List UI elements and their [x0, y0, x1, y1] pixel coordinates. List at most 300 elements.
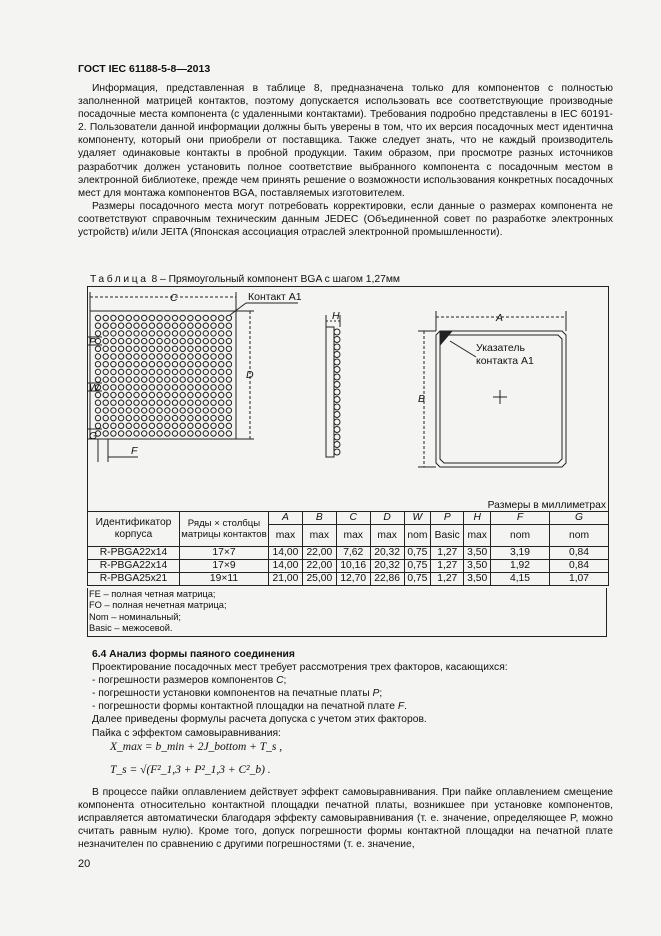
subheader-cell: Basic [431, 525, 464, 547]
paragraph-2: Размеры посадочного места могут потребовать корректировки, если данные о размерах компонента не соответствуют справочным техническим данным JEDEC (Объединенной совет по разработке электронных устройств) и/или JEITA (Японская ассоциация отраслей электронной промышленности). [78, 200, 613, 239]
table-cell: 0,75 [404, 547, 431, 560]
subheader-cell: nom [404, 525, 431, 547]
formula-xmax [110, 739, 282, 754]
solder-ball [195, 315, 200, 320]
solder-ball [172, 431, 177, 436]
solder-ball [172, 354, 177, 359]
solder-ball [172, 315, 177, 320]
solder-ball [134, 392, 139, 397]
solder-ball [157, 415, 162, 420]
solder-ball [172, 392, 177, 397]
header-id: Идентификатор корпуса [88, 512, 180, 547]
solder-ball [188, 346, 193, 351]
solder-ball [172, 415, 177, 420]
solder-ball [188, 369, 193, 374]
subheader-cell: max [464, 525, 491, 547]
solder-ball [211, 400, 216, 405]
solder-ball [157, 331, 162, 336]
side-ball-row [334, 329, 340, 455]
side-ball [334, 419, 340, 425]
solder-ball [149, 415, 154, 420]
side-ball [334, 367, 340, 373]
solder-ball [219, 431, 224, 436]
solder-ball [211, 392, 216, 397]
solder-ball [149, 362, 154, 367]
solder-ball [172, 423, 177, 428]
solder-ball [142, 323, 147, 328]
solder-ball [111, 362, 116, 367]
solder-ball [126, 362, 131, 367]
solder-ball [211, 323, 216, 328]
dim-label-w: W [89, 382, 99, 394]
header-col: B [302, 512, 336, 525]
solder-ball [165, 385, 170, 390]
solder-ball [126, 338, 131, 343]
side-ball [334, 359, 340, 365]
solder-ball [118, 392, 123, 397]
solder-ball [111, 423, 116, 428]
solder-ball [180, 315, 185, 320]
solder-ball [118, 331, 123, 336]
table-cell: 10,16 [336, 560, 370, 573]
solder-ball [111, 377, 116, 382]
solder-ball [134, 415, 139, 420]
solder-ball [118, 408, 123, 413]
solder-ball [165, 354, 170, 359]
table-cell: 3,50 [464, 573, 491, 586]
final-paragraph: В процессе пайки оплавлением действует эффект самовыравнивания. При пайке оплавлением смещение компонента относительно контактной площадки печатной платы, возникшее при установке компонентов, исправляется автоматически благодаря эффекту самовыравнивания (т. е. значение, определяющее P, можно считать равным нулю). Кроме того, допуск погрешности формы контактной площадки на печатной плате незначителен по сравнению с другими погрешностями (т. е. значение, [78, 787, 613, 851]
solder-ball [195, 338, 200, 343]
header-col: D [370, 512, 404, 525]
side-ball [334, 404, 340, 410]
solder-ball [180, 392, 185, 397]
solder-ball [188, 315, 193, 320]
note-item: FE – полная четная матрица; [89, 589, 216, 599]
solder-ball [165, 346, 170, 351]
solder-ball [203, 323, 208, 328]
solder-ball [172, 362, 177, 367]
solder-ball [157, 400, 162, 405]
solder-ball [195, 415, 200, 420]
solder-ball [142, 362, 147, 367]
subheader-cell: max [269, 525, 303, 547]
solder-ball [95, 331, 100, 336]
side-ball [334, 352, 340, 358]
solder-ball [157, 377, 162, 382]
solder-ball [111, 385, 116, 390]
solder-ball [226, 408, 231, 413]
table-cell: 20,32 [370, 560, 404, 573]
solder-ball [126, 400, 131, 405]
solder-ball [226, 338, 231, 343]
solder-ball [103, 331, 108, 336]
table-row [88, 573, 609, 586]
solder-ball [180, 369, 185, 374]
solder-ball [95, 369, 100, 374]
solder-ball [103, 385, 108, 390]
solder-ball [203, 415, 208, 420]
solder-ball [203, 362, 208, 367]
solder-ball [149, 423, 154, 428]
table-notes [87, 588, 607, 637]
solder-ball [203, 385, 208, 390]
solder-ball [180, 400, 185, 405]
dimensions-table [87, 511, 609, 586]
solder-ball [165, 331, 170, 336]
solder-ball [195, 346, 200, 351]
solder-ball [195, 400, 200, 405]
solder-ball [95, 408, 100, 413]
solder-ball [211, 331, 216, 336]
paragraph-1: Информация, представленная в таблице 8, предназначена только для компонентов с полностью заполненной матрицей контактов, поэтому допускается использовать все соответствующие производные посадочные места компонента (с удаленными контактами). Требования подробно представлены в IEC 60191-2. Пользователи данной информации должны быть уверены в том, что их версия посадочных мест идентична компоненту, который они приобрели от поставщика. Также следует знать, что не каждый производитель удаляет одинаковые контакты в пробной продукции. Таким образом, при просмотре разных источников разработчик должен установить полное соответствие выбранного компонента с посадочным местом в электронной библиотеке, прежде чем принять решение о возможности использования конкретных посадочных мест для монтажа компонентов BGA, поставляемых изготовителем. [78, 83, 613, 199]
solder-ball [203, 400, 208, 405]
formula-text: T_s = √(F²_1,3 + P²_1,3 + C²_b) . [110, 764, 271, 776]
solder-ball [103, 369, 108, 374]
solder-ball [203, 354, 208, 359]
solder-ball [211, 423, 216, 428]
solder-ball [111, 369, 116, 374]
solder-ball [226, 369, 231, 374]
section-title: 6.4 Анализ формы паяного соединения [92, 649, 295, 660]
solder-ball [195, 369, 200, 374]
solder-ball [95, 415, 100, 420]
solder-ball [126, 415, 131, 420]
solder-ball [203, 369, 208, 374]
solder-ball [211, 431, 216, 436]
solder-ball [95, 362, 100, 367]
table-caption [90, 274, 400, 285]
header-col: C [336, 512, 370, 525]
solder-ball [219, 331, 224, 336]
side-ball [334, 442, 340, 448]
solder-ball [149, 346, 154, 351]
document-header: ГОСТ IEC 61188-5-8—2013 [78, 63, 211, 75]
solder-ball [188, 392, 193, 397]
solder-ball [142, 423, 147, 428]
solder-ball [126, 369, 131, 374]
solder-ball [188, 362, 193, 367]
solder-ball [111, 408, 116, 413]
solder-ball [226, 400, 231, 405]
table-cell: 3,19 [491, 547, 550, 560]
solder-ball [134, 377, 139, 382]
solder-ball [188, 331, 193, 336]
section-6-4 [92, 648, 612, 740]
header-col: G [550, 512, 609, 525]
solder-ball [126, 385, 131, 390]
dim-label-f: F [131, 445, 138, 457]
solder-ball [226, 431, 231, 436]
solder-ball [180, 323, 185, 328]
table-cell: 4,15 [491, 573, 550, 586]
table-cell: 21,00 [269, 573, 303, 586]
solder-ball [111, 431, 116, 436]
solder-ball [165, 362, 170, 367]
solder-ball [157, 392, 162, 397]
subheader-cell: nom [550, 525, 609, 547]
table-cell: 20,32 [370, 547, 404, 560]
solder-ball [142, 338, 147, 343]
solder-ball [118, 323, 123, 328]
table-cell: R-PBGA22x14 [88, 547, 180, 560]
solder-ball [157, 315, 162, 320]
solder-ball [126, 408, 131, 413]
note-item: FO – полная нечетная матрица; [89, 600, 227, 611]
section-line: - погрешности установки компонентов на печатные платы P; [92, 688, 383, 700]
table-cell: 7,62 [336, 547, 370, 560]
solder-ball [211, 315, 216, 320]
solder-ball [149, 354, 154, 359]
header-col: A [269, 512, 303, 525]
side-body [326, 327, 334, 457]
solder-ball [111, 392, 116, 397]
dim-label-d: D [246, 369, 254, 381]
solder-ball [219, 315, 224, 320]
side-ball [334, 397, 340, 403]
solder-ball [226, 385, 231, 390]
solder-ball [157, 362, 162, 367]
solder-ball [118, 400, 123, 405]
solder-ball [165, 423, 170, 428]
solder-ball [188, 400, 193, 405]
solder-ball [142, 331, 147, 336]
solder-ball [195, 423, 200, 428]
table-cell: 12,70 [336, 573, 370, 586]
solder-ball [157, 338, 162, 343]
solder-ball [111, 338, 116, 343]
table-cell: 1,07 [550, 573, 609, 586]
solder-ball [126, 331, 131, 336]
solder-ball [126, 315, 131, 320]
solder-ball [180, 408, 185, 413]
solder-ball [226, 315, 231, 320]
solder-ball [142, 346, 147, 351]
pointer-label-2: контакта A1 [476, 355, 534, 367]
solder-ball [157, 423, 162, 428]
table-cell: 14,00 [269, 547, 303, 560]
solder-ball [126, 392, 131, 397]
dim-label-c: C [170, 292, 178, 304]
table-cell: 14,00 [269, 560, 303, 573]
solder-ball [111, 331, 116, 336]
note-item: Basic – межосевой. [89, 622, 173, 633]
side-ball [334, 337, 340, 343]
solder-ball [142, 315, 147, 320]
section-line: Далее приведены формулы расчета допуска с учетом этих факторов. [92, 714, 427, 726]
solder-ball [172, 385, 177, 390]
solder-ball [219, 369, 224, 374]
solder-ball [226, 415, 231, 420]
solder-ball [149, 408, 154, 413]
solder-ball [188, 354, 193, 359]
table-cell: 25,00 [302, 573, 336, 586]
solder-ball [103, 315, 108, 320]
solder-ball [118, 354, 123, 359]
solder-ball [180, 362, 185, 367]
solder-ball [195, 431, 200, 436]
solder-ball [195, 392, 200, 397]
solder-ball [226, 362, 231, 367]
solder-ball [203, 346, 208, 351]
side-ball [334, 389, 340, 395]
table-cell: 0,75 [404, 573, 431, 586]
solder-ball [180, 338, 185, 343]
solder-ball [103, 362, 108, 367]
solder-ball [188, 415, 193, 420]
solder-ball [226, 354, 231, 359]
solder-ball [126, 377, 131, 382]
solder-ball [149, 323, 154, 328]
solder-ball [118, 377, 123, 382]
table-cell: 1,27 [431, 560, 464, 573]
solder-ball [149, 392, 154, 397]
solder-ball [118, 423, 123, 428]
solder-ball [103, 415, 108, 420]
solder-ball [149, 385, 154, 390]
solder-ball [195, 323, 200, 328]
solder-ball [103, 431, 108, 436]
solder-ball [188, 377, 193, 382]
solder-ball [211, 362, 216, 367]
solder-ball [126, 354, 131, 359]
solder-ball [219, 323, 224, 328]
solder-ball [149, 315, 154, 320]
solder-ball [226, 323, 231, 328]
solder-ball [180, 415, 185, 420]
solder-ball [180, 346, 185, 351]
solder-ball [203, 331, 208, 336]
solder-ball [157, 369, 162, 374]
solder-ball [95, 315, 100, 320]
formula-ts [110, 762, 271, 777]
table-cell: 19×11 [180, 573, 269, 586]
top-view [418, 311, 566, 467]
ball-grid [95, 315, 231, 436]
solder-ball [165, 392, 170, 397]
solder-ball [211, 354, 216, 359]
solder-ball [219, 408, 224, 413]
solder-ball [95, 400, 100, 405]
solder-ball [142, 354, 147, 359]
solder-ball [157, 354, 162, 359]
solder-ball [226, 377, 231, 382]
solder-ball [180, 331, 185, 336]
pin1-marker [440, 331, 452, 345]
solder-ball [118, 346, 123, 351]
solder-ball [111, 415, 116, 420]
solder-ball [103, 354, 108, 359]
solder-ball [134, 369, 139, 374]
solder-ball [165, 400, 170, 405]
solder-ball [195, 408, 200, 413]
caption-title: 8 – Прямоугольный компонент BGA с шагом 1,27мм [151, 274, 400, 285]
table-cell: 17×9 [180, 560, 269, 573]
pointer-label-1: Указатель [476, 342, 525, 354]
solder-ball [111, 315, 116, 320]
table-cell: 0,84 [550, 547, 609, 560]
solder-ball [195, 377, 200, 382]
solder-ball [103, 338, 108, 343]
solder-ball [111, 346, 116, 351]
solder-ball [203, 338, 208, 343]
solder-ball [219, 385, 224, 390]
solder-ball [172, 400, 177, 405]
subheader-cell: nom [491, 525, 550, 547]
solder-ball [149, 431, 154, 436]
solder-ball [180, 354, 185, 359]
solder-ball [111, 400, 116, 405]
solder-ball [226, 392, 231, 397]
solder-ball [142, 400, 147, 405]
solder-ball [118, 338, 123, 343]
solder-ball [203, 315, 208, 320]
solder-ball [172, 331, 177, 336]
final-paragraph-block [78, 786, 613, 851]
solder-ball [103, 408, 108, 413]
table-cell: 1,92 [491, 560, 550, 573]
solder-ball [172, 323, 177, 328]
solder-ball [142, 377, 147, 382]
page-number: 20 [78, 858, 91, 870]
solder-ball [203, 423, 208, 428]
solder-ball [126, 423, 131, 428]
solder-ball [149, 338, 154, 343]
table-cell: 17×7 [180, 547, 269, 560]
solder-ball [142, 385, 147, 390]
solder-ball [188, 423, 193, 428]
solder-ball [134, 362, 139, 367]
solder-ball [103, 346, 108, 351]
solder-ball [203, 408, 208, 413]
table-cell: 22,86 [370, 573, 404, 586]
solder-ball [188, 431, 193, 436]
dim-label-g: G [89, 430, 98, 442]
solder-ball [134, 400, 139, 405]
header-col: F [491, 512, 550, 525]
dim-label-p: P [89, 336, 97, 348]
solder-ball [203, 377, 208, 382]
solder-ball [126, 431, 131, 436]
solder-ball [157, 385, 162, 390]
solder-ball [211, 346, 216, 351]
solder-ball [149, 400, 154, 405]
solder-ball [134, 408, 139, 413]
table-cell: 0,75 [404, 560, 431, 573]
solder-ball [118, 415, 123, 420]
solder-ball [165, 323, 170, 328]
table-cell: 3,50 [464, 547, 491, 560]
side-ball [334, 412, 340, 418]
solder-ball [149, 369, 154, 374]
solder-ball [134, 354, 139, 359]
solder-ball [165, 338, 170, 343]
solder-ball [142, 392, 147, 397]
solder-ball [188, 338, 193, 343]
intro-text [78, 82, 613, 239]
solder-ball [165, 408, 170, 413]
solder-ball [211, 377, 216, 382]
solder-ball [195, 385, 200, 390]
solder-ball [165, 369, 170, 374]
solder-ball [172, 346, 177, 351]
header-col: P [431, 512, 464, 525]
side-ball [334, 374, 340, 380]
solder-ball [103, 377, 108, 382]
side-ball [334, 434, 340, 440]
section-line: - погрешности формы контактной площадки на печатной плате F. [92, 701, 407, 713]
table-row [88, 560, 609, 573]
caption-label: Таблица [90, 274, 149, 285]
